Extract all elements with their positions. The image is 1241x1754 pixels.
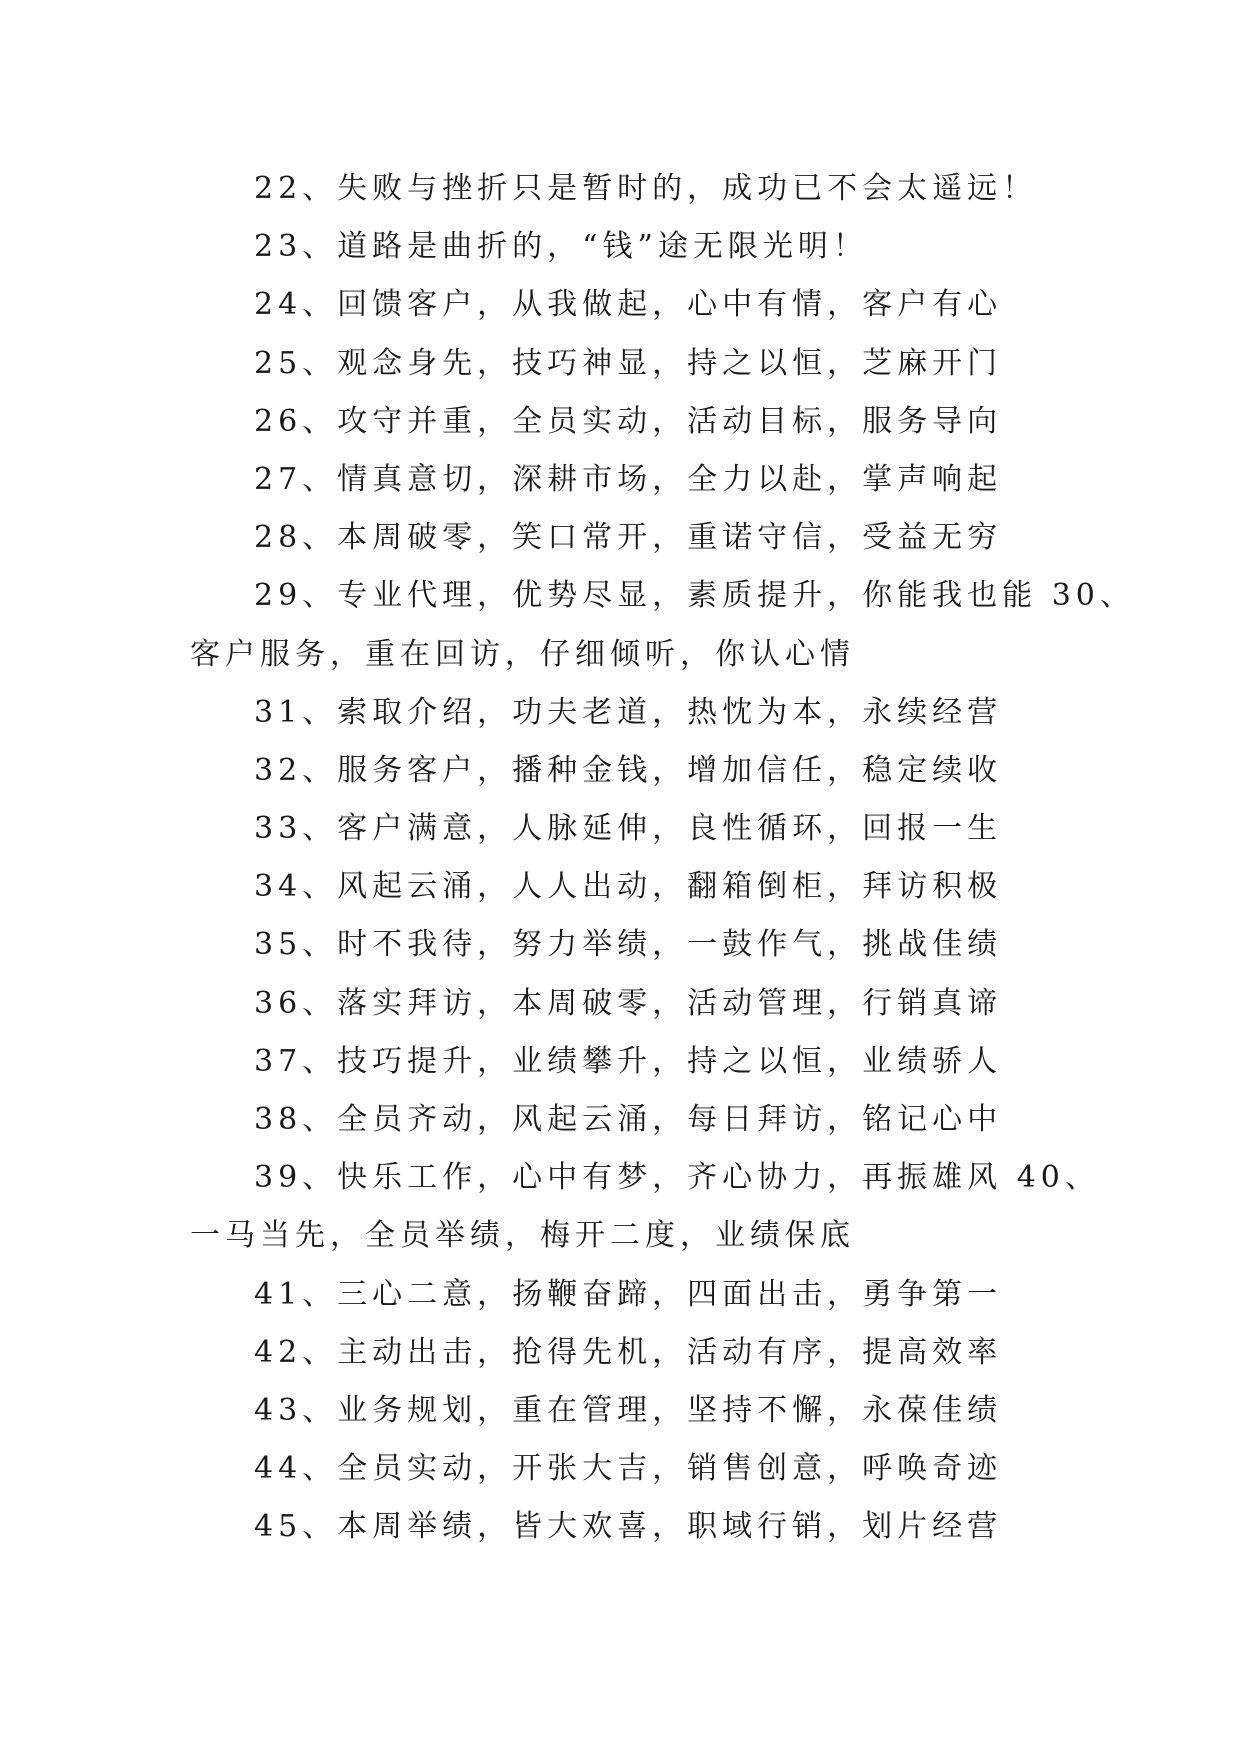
paragraph-line: 32、服务客户，播种金钱，增加信任，稳定续收 [254,752,1003,788]
paragraph-line: 35、时不我待，努力举绩，一鼓作气，挑战佳绩 [254,927,1003,963]
paragraph-continuation-line: 客户服务，重在回访，仔细倾听，你认心情 [190,636,855,672]
paragraph-line: 27、情真意切，深耕市场，全力以赴，掌声响起 [254,461,1003,497]
paragraph-line: 34、风起云涌，人人出动，翻箱倒柜，拜访积极 [254,869,1003,905]
paragraph-line: 22、失败与挫折只是暂时的，成功已不会太遥远！ [254,171,1038,206]
document-body [190,160,1135,1557]
paragraph-line: 24、回馈客户，从我做起，心中有情，客户有心 [254,287,1003,323]
paragraph-line: 33、客户满意，人脉延伸，良性循环，回报一生 [254,811,1003,847]
paragraph-line: 44、全员实动，开张大吉，销售创意，呼唤奇迹 [254,1451,1003,1487]
paragraph-line: 28、本周破零，笑口常开，重诺守信，受益无穷 [254,520,1003,556]
paragraph-line: 39、快乐工作，心中有梦，齐心协力，再振雄风 40、 [254,1160,1100,1196]
paragraph-line: 25、观念身先，技巧神显，持之以恒，芝麻开门 [254,345,1003,381]
paragraph-line: 29、专业代理，优势尽显，素质提升，你能我也能 30、 [254,578,1135,614]
paragraph-continuation-line: 一马当先，全员举绩，梅开二度，业绩保底 [190,1218,855,1254]
paragraph-line: 36、落实拜访，本周破零，活动管理，行销真谛 [254,985,1003,1021]
paragraph-line: 37、技巧提升，业绩攀升，持之以恒，业绩骄人 [254,1043,1003,1079]
paragraph-line: 42、主动出击，抢得先机，活动有序，提高效率 [254,1334,1003,1370]
paragraph-line: 45、本周举绩，皆大欢喜，职域行销，划片经营 [254,1509,1003,1545]
paragraph-line: 41、三心二意，扬鞭奋蹄，四面出击，勇争第一 [254,1276,1003,1312]
paragraph-line: 31、索取介绍，功夫老道，热忱为本，永续经营 [254,694,1003,730]
paragraph-line: 38、全员齐动，风起云涌，每日拜访，铭记心中 [254,1102,1003,1137]
paragraph-line: 26、攻守并重，全员实动，活动目标，服务导向 [254,403,1003,439]
paragraph-line: 43、业务规划，重在管理，坚持不懈，永葆佳绩 [254,1392,1003,1428]
paragraph-line: 23、道路是曲折的，“钱”途无限光明！ [254,229,868,265]
